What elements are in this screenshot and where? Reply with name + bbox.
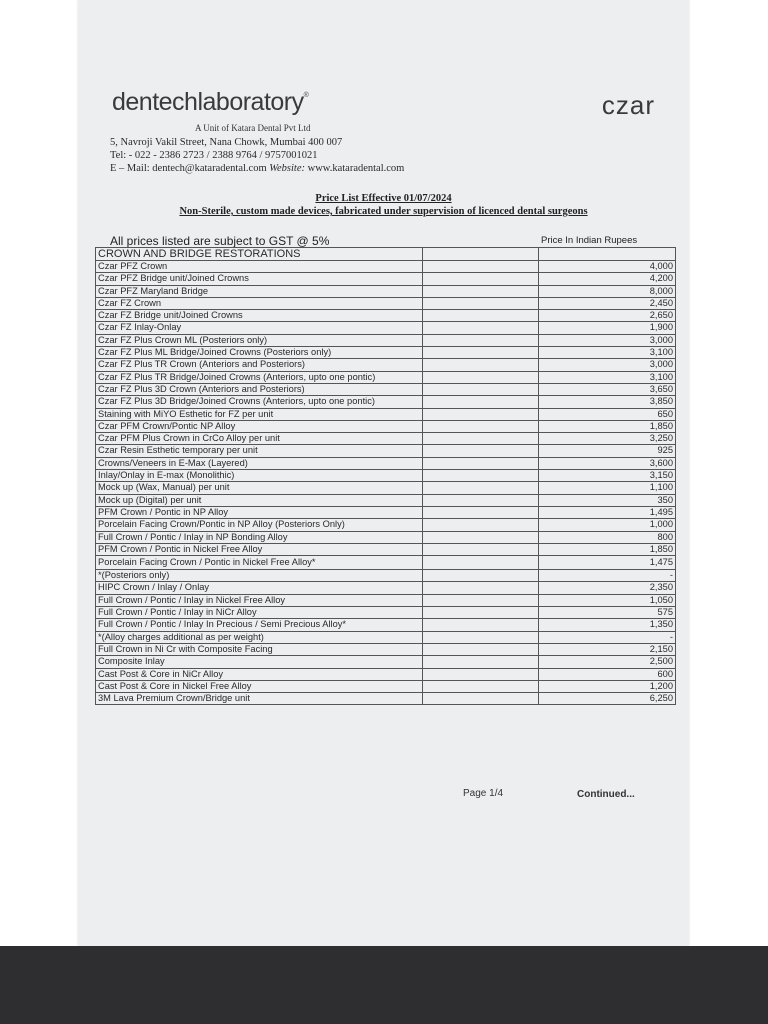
table-row — [96, 693, 676, 705]
price-cell: 3,100 — [539, 347, 676, 359]
item-name-cell: Porcelain Facing Crown/Pontic in NP Alloy (Posteriors Only) — [96, 519, 423, 531]
price-cell: 2,500 — [539, 656, 676, 668]
table-row — [96, 383, 676, 395]
empty-cell — [423, 285, 539, 297]
empty-cell — [423, 248, 539, 261]
price-cell: 1,475 — [539, 556, 676, 570]
item-name-cell: Czar PFZ Bridge unit/Joined Crowns — [96, 273, 423, 285]
table-row — [96, 656, 676, 668]
empty-cell — [423, 297, 539, 309]
table-row — [96, 261, 676, 273]
empty-cell — [423, 680, 539, 692]
price-cell: 3,600 — [539, 457, 676, 469]
item-name-cell: *(Alloy charges additional as per weight) — [96, 631, 423, 643]
table-row — [96, 531, 676, 543]
empty-cell — [423, 273, 539, 285]
empty-cell — [423, 582, 539, 594]
empty-cell — [423, 371, 539, 383]
table-row — [96, 570, 676, 582]
table-row — [96, 506, 676, 518]
item-name-cell: Mock up (Digital) per unit — [96, 494, 423, 506]
table-row — [96, 310, 676, 322]
item-name-cell: Czar FZ Inlay-Onlay — [96, 322, 423, 334]
price-cell: 3,650 — [539, 383, 676, 395]
telephone-line: Tel: - 022 - 2386 2723 / 2388 9764 / 9757001021 — [110, 150, 318, 161]
item-name-cell: Czar Resin Esthetic temporary per unit — [96, 445, 423, 457]
item-name-cell: Staining with MiYO Esthetic for FZ per unit — [96, 408, 423, 420]
empty-cell — [423, 531, 539, 543]
item-name-cell: Inlay/Onlay in E-max (Monolithic) — [96, 470, 423, 482]
table-row — [96, 457, 676, 469]
table-row — [96, 668, 676, 680]
empty-cell — [423, 383, 539, 395]
price-cell: 600 — [539, 668, 676, 680]
price-cell: 350 — [539, 494, 676, 506]
empty-cell — [423, 668, 539, 680]
item-name-cell: Cast Post & Core in NiCr Alloy — [96, 668, 423, 680]
gst-note: All prices listed are subject to GST @ 5% — [110, 234, 330, 248]
price-cell: 1,050 — [539, 594, 676, 606]
item-name-cell: Composite Inlay — [96, 656, 423, 668]
price-cell: 1,000 — [539, 519, 676, 531]
empty-cell — [423, 570, 539, 582]
item-name-cell: Czar PFZ Crown — [96, 261, 423, 273]
table-row — [96, 631, 676, 643]
price-cell: 3,100 — [539, 371, 676, 383]
empty-cell — [423, 594, 539, 606]
empty-cell — [423, 457, 539, 469]
table-row — [96, 347, 676, 359]
empty-cell — [423, 322, 539, 334]
table-row — [96, 285, 676, 297]
item-name-cell: Full Crown / Pontic / Inlay in Nickel Free Alloy — [96, 594, 423, 606]
item-name-cell: Porcelain Facing Crown / Pontic in Nickel Free Alloy* — [96, 556, 423, 570]
empty-cell — [423, 433, 539, 445]
price-list-page — [78, 0, 689, 946]
section-header-row — [96, 248, 676, 261]
email-text: E – Mail: dentech@kataradental.com — [110, 163, 267, 174]
price-cell: 2,150 — [539, 643, 676, 655]
empty-cell — [423, 693, 539, 705]
table-row — [96, 582, 676, 594]
price-cell: 3,000 — [539, 359, 676, 371]
table-row — [96, 607, 676, 619]
currency-note: Price In Indian Rupees — [541, 235, 638, 246]
item-name-cell: Czar FZ Plus 3D Bridge/Joined Crowns (Anteriors, upto one pontic) — [96, 396, 423, 408]
price-cell: 2,450 — [539, 297, 676, 309]
item-name-cell: PFM Crown / Pontic in NP Alloy — [96, 506, 423, 518]
brand-registered-mark: ® — [303, 92, 309, 99]
empty-cell — [423, 408, 539, 420]
price-cell: 4,200 — [539, 273, 676, 285]
item-name-cell: *(Posteriors only) — [96, 570, 423, 582]
item-name-cell: Czar FZ Crown — [96, 297, 423, 309]
empty-cell — [423, 656, 539, 668]
price-cell: 1,850 — [539, 420, 676, 432]
table-row — [96, 433, 676, 445]
table-row — [96, 556, 676, 570]
item-name-cell: Full Crown in Ni Cr with Composite Facing — [96, 643, 423, 655]
empty-cell — [423, 607, 539, 619]
table-row — [96, 445, 676, 457]
table-row — [96, 371, 676, 383]
table-row — [96, 594, 676, 606]
table-row — [96, 482, 676, 494]
item-name-cell: Czar FZ Bridge unit/Joined Crowns — [96, 310, 423, 322]
price-cell: 3,150 — [539, 470, 676, 482]
price-cell: 1,100 — [539, 482, 676, 494]
price-cell: - — [539, 631, 676, 643]
price-cell: 2,650 — [539, 310, 676, 322]
table-row — [96, 619, 676, 631]
item-name-cell: Czar FZ Plus 3D Crown (Anteriors and Posteriors) — [96, 383, 423, 395]
item-name-cell: Czar FZ Plus TR Crown (Anteriors and Posteriors) — [96, 359, 423, 371]
empty-cell — [423, 631, 539, 643]
table-row — [96, 396, 676, 408]
price-table — [95, 247, 676, 705]
continued-note: Continued... — [577, 789, 635, 800]
brand-name: dentechlaboratory — [112, 88, 304, 116]
empty-cell — [423, 347, 539, 359]
price-cell: 1,350 — [539, 619, 676, 631]
table-row — [96, 420, 676, 432]
website-label: Website: — [269, 163, 306, 174]
table-row — [96, 334, 676, 346]
table-row — [96, 408, 676, 420]
empty-cell — [423, 445, 539, 457]
item-name-cell: Czar FZ Plus TR Bridge/Joined Crowns (Anteriors, upto one pontic) — [96, 371, 423, 383]
price-list-title: Price List Effective 01/07/2024 — [315, 193, 452, 204]
table-row — [96, 359, 676, 371]
item-name-cell: Czar FZ Plus ML Bridge/Joined Crowns (Posteriors only) — [96, 347, 423, 359]
price-cell: 4,000 — [539, 261, 676, 273]
item-name-cell: Czar PFM Plus Crown in CrCo Alloy per unit — [96, 433, 423, 445]
item-name-cell: 3M Lava Premium Crown/Bridge unit — [96, 693, 423, 705]
item-name-cell: Mock up (Wax, Manual) per unit — [96, 482, 423, 494]
price-cell: 3,000 — [539, 334, 676, 346]
empty-cell — [423, 482, 539, 494]
website-text: www.kataradental.com — [307, 163, 405, 174]
price-cell: 6,250 — [539, 693, 676, 705]
item-name-cell: Czar FZ Plus Crown ML (Posteriors only) — [96, 334, 423, 346]
price-cell: 3,850 — [539, 396, 676, 408]
empty-cell — [423, 543, 539, 555]
price-table-body — [96, 248, 676, 705]
table-row — [96, 680, 676, 692]
price-cell: 925 — [539, 445, 676, 457]
price-cell: 575 — [539, 607, 676, 619]
price-cell: 2,350 — [539, 582, 676, 594]
empty-cell — [539, 248, 676, 261]
table-row — [96, 643, 676, 655]
page-number: Page 1/4 — [463, 788, 504, 799]
price-cell: 1,495 — [539, 506, 676, 518]
table-row — [96, 470, 676, 482]
empty-cell — [423, 420, 539, 432]
czar-logo: czar — [601, 90, 655, 120]
dark-surface — [0, 946, 768, 1024]
empty-cell — [423, 556, 539, 570]
item-name-cell: Full Crown / Pontic / Inlay in NiCr Alloy — [96, 607, 423, 619]
empty-cell — [423, 643, 539, 655]
empty-cell — [423, 261, 539, 273]
table-row — [96, 322, 676, 334]
price-cell: 8,000 — [539, 285, 676, 297]
empty-cell — [423, 396, 539, 408]
brand-logo — [112, 88, 308, 117]
table-row — [96, 519, 676, 531]
table-row — [96, 543, 676, 555]
item-name-cell: Crowns/Veneers in E-Max (Layered) — [96, 457, 423, 469]
price-cell: 3,250 — [539, 433, 676, 445]
price-cell: 800 — [539, 531, 676, 543]
item-name-cell: Full Crown / Pontic / Inlay in NP Bonding Alloy — [96, 531, 423, 543]
empty-cell — [423, 519, 539, 531]
company-unit-line: A Unit of Katara Dental Pvt Ltd — [195, 123, 311, 133]
table-row — [96, 297, 676, 309]
table-row — [96, 494, 676, 506]
price-list-subtitle: Non-Sterile, custom made devices, fabricated under supervision of licenced dental surgeons — [179, 206, 588, 217]
item-name-cell: Czar PFZ Maryland Bridge — [96, 285, 423, 297]
price-cell: 1,850 — [539, 543, 676, 555]
item-name-cell: Cast Post & Core in Nickel Free Alloy — [96, 680, 423, 692]
section-title: CROWN AND BRIDGE RESTORATIONS — [96, 248, 423, 261]
empty-cell — [423, 310, 539, 322]
empty-cell — [423, 470, 539, 482]
price-cell: 650 — [539, 408, 676, 420]
price-cell: 1,200 — [539, 680, 676, 692]
empty-cell — [423, 506, 539, 518]
item-name-cell: PFM Crown / Pontic in Nickel Free Alloy — [96, 543, 423, 555]
item-name-cell: Czar PFM Crown/Pontic NP Alloy — [96, 420, 423, 432]
address-line: 5, Navroji Vakil Street, Nana Chowk, Mumbai 400 007 — [110, 137, 343, 148]
item-name-cell: Full Crown / Pontic / Inlay In Precious / Semi Precious Alloy* — [96, 619, 423, 631]
empty-cell — [423, 494, 539, 506]
table-row — [96, 273, 676, 285]
price-cell: - — [539, 570, 676, 582]
empty-cell — [423, 334, 539, 346]
empty-cell — [423, 619, 539, 631]
price-cell: 1,900 — [539, 322, 676, 334]
item-name-cell: HIPC Crown / Inlay / Onlay — [96, 582, 423, 594]
contact-line — [110, 163, 404, 174]
empty-cell — [423, 359, 539, 371]
